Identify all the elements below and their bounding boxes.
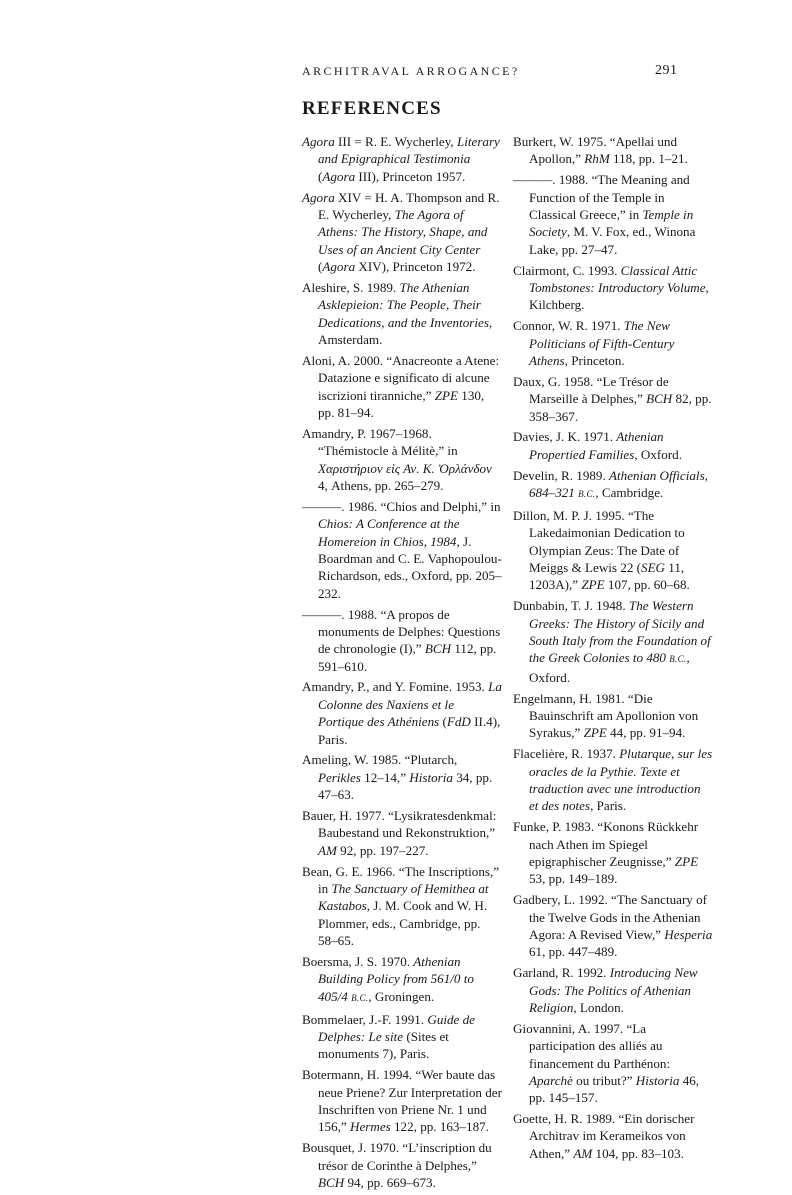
reference-entry <box>513 1110 713 1162</box>
reference-text: ( <box>318 168 323 184</box>
reference-text: , Paris. <box>590 798 627 814</box>
reference-text: Flacelière, R. 1937. <box>513 746 620 762</box>
reference-entry <box>302 1011 502 1063</box>
reference-text: Dillon, M. P. J. 1995. “The Lakedaimonian Dedication to Olympian Zeus: The Date of Meiggs & Lewis 22 ( <box>513 508 685 576</box>
reference-text: , Kilchberg. <box>529 279 709 313</box>
reference-text: 12–14,” <box>360 769 410 785</box>
reference-entry <box>302 1139 502 1191</box>
reference-italic-text: Classical Attic Tombstones: Introductory Volume <box>529 262 706 295</box>
page-number: 291 <box>655 63 678 78</box>
reference-text: , Amsterdam. <box>318 314 493 347</box>
reference-era-abbrev: B.C. <box>669 654 687 665</box>
reference-text: 94, pp. 669–673. <box>344 1174 436 1190</box>
reference-italic-text: BCH <box>424 641 452 657</box>
reference-text: ( <box>439 714 447 730</box>
reference-text: Giovannini, A. 1997. “La participation des alliés au financement du Parthénon: <box>513 1020 671 1071</box>
reference-entry <box>302 751 502 803</box>
reference-entry <box>513 317 713 369</box>
reference-text: ———. 1988. “The Meaning and Function of the Temple in Classical Greece,” in <box>513 172 690 222</box>
reference-entry <box>302 189 502 276</box>
reference-text: XIV = H. A. Thompson and R. E. Wycherley, <box>318 189 500 222</box>
reference-text: Garland, R. 1992. <box>513 965 610 981</box>
reference-italic-text: ZPE <box>581 577 605 593</box>
reference-text: Aloni, A. 2000. “Anacreonte a Atene: Datazione e significato di alcune iscrizioni tiranniche,” <box>302 352 500 403</box>
reference-italic-text: AM <box>318 842 337 858</box>
reference-text: Burkert, W. 1975. “Apellai und Apollon,” <box>513 134 678 167</box>
reference-text: 11, 1203A),” <box>529 560 685 593</box>
reference-entry <box>513 964 713 1016</box>
reference-text: XIV), Princeton 1972. <box>355 259 476 274</box>
running-head: ARCHITRAVAL ARROGANCE? <box>302 64 520 78</box>
reference-text: Bean, G. E. 1966. “The Inscriptions,” in <box>302 863 500 897</box>
reference-entry <box>302 807 502 859</box>
reference-text: Davies, J. K. 1971. <box>513 429 617 445</box>
reference-text: , M. V. Fox, ed., Winona Lake, pp. 27–47. <box>529 224 696 257</box>
reference-text: Aleshire, S. 1989. <box>302 279 400 295</box>
reference-entry <box>302 279 502 348</box>
reference-entry <box>302 425 502 494</box>
reference-italic-text: RhM <box>584 151 610 167</box>
reference-text: 112, pp. 591–610. <box>318 641 497 674</box>
reference-text: Botermann, H. 1994. “Wer baute das neue Priene? Zur Interpretation der Inschriften von Priene Nr. 1 und 156,” <box>302 1067 502 1135</box>
reference-italic-text: ZPE <box>674 853 699 869</box>
reference-italic-text: Athenian Propertied Families <box>529 429 664 462</box>
reference-text: Develin, R. 1989. <box>513 467 610 483</box>
reference-italic-text: Agora <box>302 134 335 149</box>
reference-italic-text: The Athenian Asklepieion: The People, Their Dedications, and the Inventories <box>318 279 489 330</box>
reference-entry <box>302 678 502 747</box>
reference-text: Bommelaer, J.-F. 1991. <box>302 1011 428 1027</box>
reference-italic-text: La Colonne des Naxiens et le Portique des Athéniens <box>318 679 502 730</box>
reference-italic-text: Hermes <box>350 1119 391 1135</box>
reference-entry <box>302 953 502 1007</box>
reference-era-abbrev: B.C. <box>351 992 369 1003</box>
reference-italic-text: Agora <box>322 168 356 184</box>
reference-text: 104, pp. 83–103. <box>592 1145 684 1161</box>
reference-italic-text: Plutarque, sur les oracles de la Pythie. Texte et traduction avec une introduction et des notes <box>529 746 713 814</box>
reference-text: II.4), Paris. <box>318 714 501 747</box>
reference-italic-text: Guide de Delphes: Le site <box>318 1011 475 1044</box>
reference-text: Daux, G. 1958. “Le Trésor de Marseille à Delphes,” <box>513 373 669 407</box>
reference-entry <box>513 891 713 960</box>
reference-entry <box>513 133 713 168</box>
reference-italic-text: The New Politicians of Fifth-Century Athens <box>529 318 675 368</box>
reference-text: 46, pp. 145–157. <box>529 1072 700 1106</box>
reference-italic-text: Χαριστήριον εἰς Αν. Κ. Ὀρλάνδον <box>318 460 492 476</box>
section-title: REFERENCES <box>302 98 442 119</box>
reference-text: Ameling, W. 1985. “Plutarch, <box>302 752 458 768</box>
reference-text: , Cambridge. <box>595 485 664 501</box>
reference-text: Gadbery, L. 1992. “The Sanctuary of the Twelve Gods in the Athenian Agora: A Revised View,” <box>513 892 708 942</box>
reference-text: , Groningen. <box>368 988 435 1004</box>
reference-italic-text: Historia <box>409 769 453 785</box>
reference-era-abbrev: B.C. <box>578 489 596 500</box>
reference-text: ( <box>318 259 323 274</box>
reference-entry <box>513 373 713 425</box>
reference-entry <box>513 428 713 463</box>
reference-text: ———. 1986. “Chios and Delphi,” in <box>302 498 501 514</box>
reference-entry <box>302 352 502 421</box>
reference-text: 122, pp. 163–187. <box>390 1119 489 1135</box>
reference-text: Amandry, P., and Y. Fomine. 1953. <box>302 679 489 695</box>
reference-entry <box>513 1020 713 1107</box>
reference-text: Bauer, H. 1977. “Lysikratesdenkmal: Baubestand und Rekonstruktion,” <box>302 808 497 841</box>
reference-italic-text: Temple in Society <box>529 206 694 240</box>
reference-italic-text: Athenian Officials, 684–321 <box>529 467 708 501</box>
reference-text: ———. 1988. “A propos de monuments de Delphes: Questions de chronologie (I),” <box>302 606 501 657</box>
reference-entry <box>302 498 502 602</box>
reference-text: Dunbabin, T. J. 1948. <box>513 598 629 614</box>
reference-italic-text: Athenian Building Policy from 561/0 to 405/4 <box>318 954 474 1004</box>
reference-text: 130, pp. 81–94. <box>318 387 485 420</box>
reference-italic-text: The Sanctuary of Hemithea at Kastabos <box>318 881 489 914</box>
reference-entry <box>302 1066 502 1135</box>
reference-text: 82, pp. 358–367. <box>529 391 712 424</box>
reference-text: , J. M. Cook and W. H. Plommer, eds., Cambridge, pp. 58–65. <box>318 898 488 949</box>
reference-text: 118, pp. 1–21. <box>609 151 688 167</box>
reference-text: , Oxford. <box>634 446 682 462</box>
references-left-column <box>302 133 502 1195</box>
reference-text: Goette, H. R. 1989. “Ein dorischer Architrav im Kerameikos von Athen,” <box>513 1111 695 1161</box>
reference-italic-text: SEG <box>641 560 666 576</box>
reference-entry <box>513 745 713 814</box>
reference-text: , Oxford. <box>529 650 690 685</box>
reference-text: ou tribut?” <box>572 1072 636 1088</box>
reference-text: 92, pp. 197–227. <box>336 842 429 858</box>
reference-entry <box>513 507 713 594</box>
reference-text: 61, pp. 447–489. <box>529 944 618 960</box>
reference-italic-text: ZPE <box>583 725 607 741</box>
reference-italic-text: BCH <box>646 391 673 407</box>
reference-entry <box>513 467 713 504</box>
reference-italic-text: Historia <box>635 1072 680 1088</box>
reference-text: 4, Athens, pp. 265–279. <box>318 477 444 493</box>
reference-italic-text: Perikles <box>318 769 361 785</box>
reference-text: 44, pp. 91–94. <box>606 725 686 741</box>
reference-entry <box>513 690 713 742</box>
reference-entry <box>513 818 713 887</box>
reference-text: 53, pp. 149–189. <box>529 871 618 887</box>
reference-italic-text: ZPE <box>434 387 458 403</box>
reference-italic-text: Introducing New Gods: The Politics of Athenian Religion <box>529 965 698 1015</box>
reference-italic-text: Agora <box>302 189 335 205</box>
reference-italic-text: FdD <box>446 714 471 730</box>
reference-text: Connor, W. R. 1971. <box>513 318 624 334</box>
reference-italic-text: The Western Greeks: The History of Sicily and South Italy from the Foundation of the Greek Colonies to 480 <box>529 598 711 666</box>
reference-entry <box>302 133 502 185</box>
reference-italic-text: The Agora of Athens: The History, Shape, and Uses of an Ancient City Center <box>318 206 488 257</box>
reference-entry <box>302 863 502 950</box>
reference-italic-text: Agora <box>322 259 356 274</box>
reference-text: Engelmann, H. 1981. “Die Bauinschrift am Apollonion von Syrakus,” <box>513 690 699 741</box>
reference-text: III), Princeton 1957. <box>355 168 466 184</box>
reference-italic-text: Aparchè <box>529 1072 573 1088</box>
reference-text: , J. Boardman and C. E. Vaphopoulou-Richardson, eds., Oxford, pp. 205–232. <box>318 533 502 601</box>
reference-entry <box>302 606 502 675</box>
reference-italic-text: Hesperia <box>664 926 713 942</box>
reference-text: , London. <box>573 999 624 1015</box>
reference-text: Funke, P. 1983. “Konons Rückkehr nach Athen im Spiegel epigraphischer Zeugnisse,” <box>513 819 699 869</box>
reference-text: Boersma, J. S. 1970. <box>302 954 414 969</box>
reference-entry <box>513 171 713 258</box>
reference-text: Clairmont, C. 1993. <box>513 262 621 278</box>
reference-italic-text: Literary and Epigraphical Testimonia <box>318 134 500 167</box>
reference-italic-text: BCH <box>318 1174 345 1190</box>
reference-text: Amandry, P. 1967–1968. “Thémistocle à Mélitè,” in <box>302 425 458 459</box>
references-right-column <box>513 133 713 1166</box>
reference-text: , Princeton. <box>564 352 625 368</box>
reference-italic-text: AM <box>573 1145 593 1161</box>
reference-text: 107, pp. 60–68. <box>604 577 690 593</box>
reference-text: Bousquet, J. 1970. “L’inscription du trésor de Corinthe à Delphes,” <box>302 1140 492 1173</box>
reference-entry <box>513 597 713 686</box>
reference-entry <box>513 262 713 314</box>
reference-text: 34, pp. 47–63. <box>318 769 493 803</box>
reference-text: (Sites et monuments 7), Paris. <box>318 1028 449 1062</box>
reference-text: III = R. E. Wycherley, <box>334 134 457 149</box>
reference-italic-text: Chios: A Conference at the Homereion in Chios, 1984 <box>318 516 460 549</box>
